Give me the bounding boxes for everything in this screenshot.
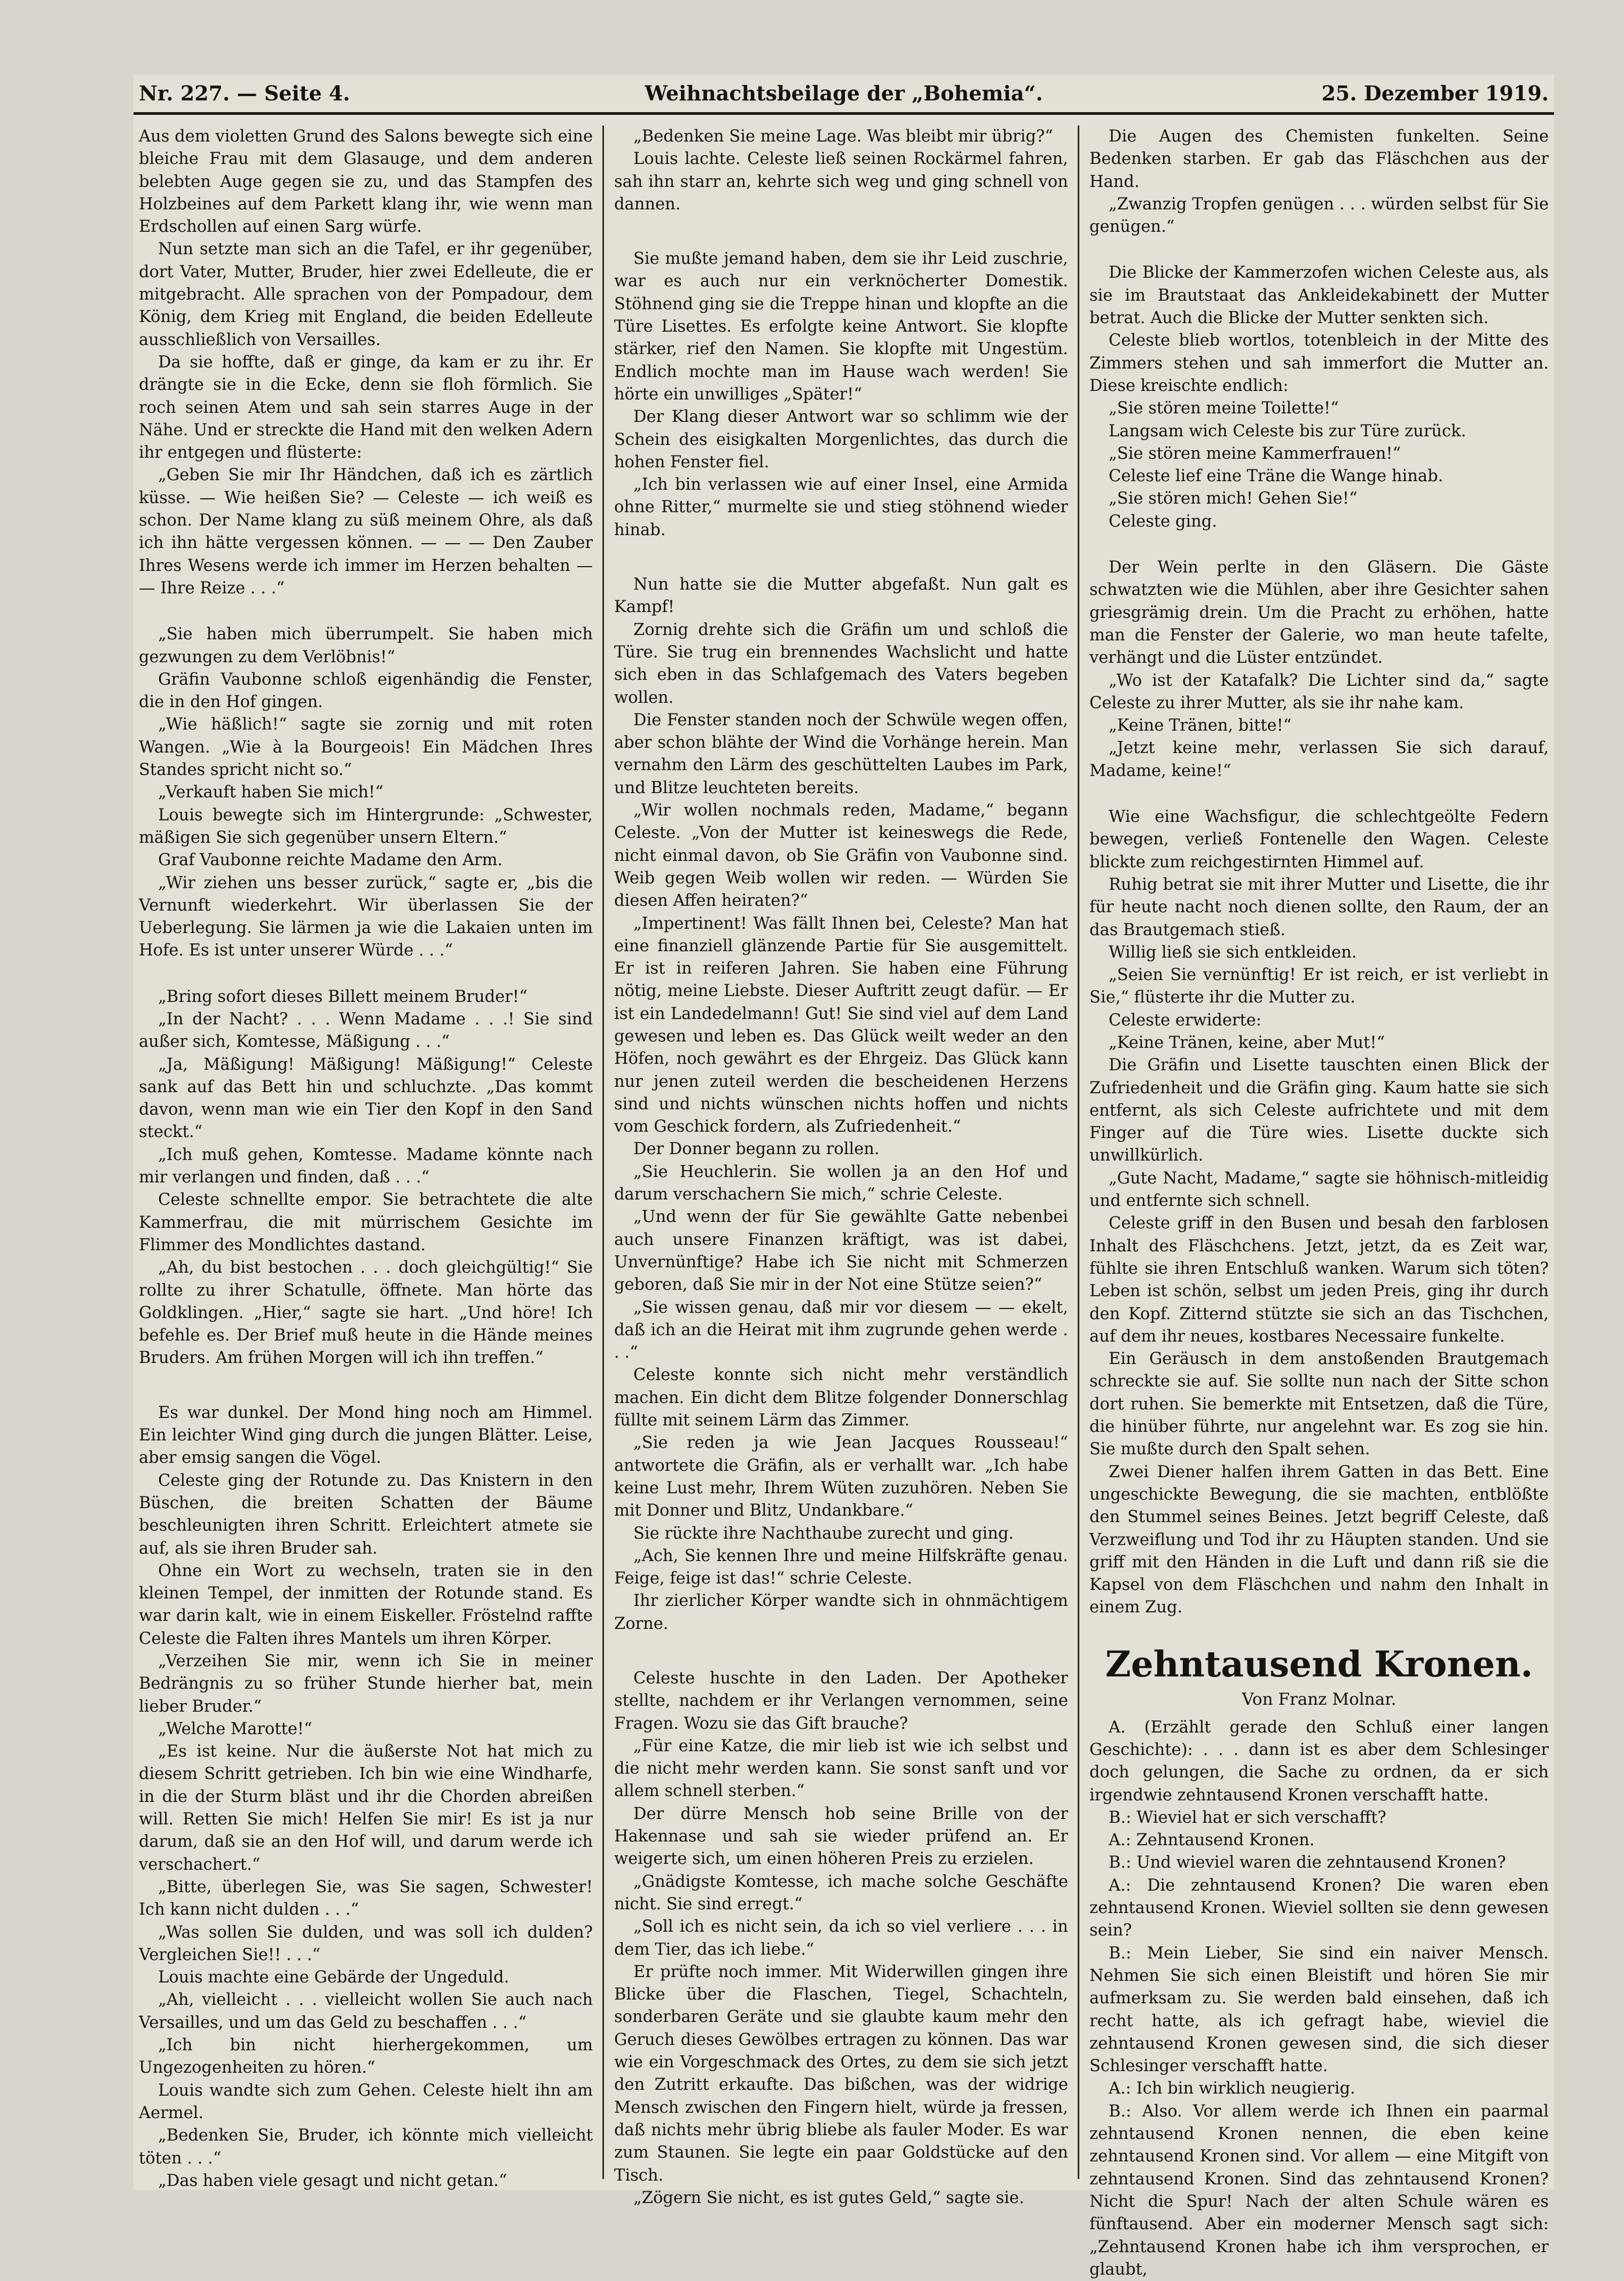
paragraph: Celeste konnte sich nicht mehr verständlich machen. Ein dicht dem Blitze folgender Donnerschlag füllte mit seinem Lärm das Zimmer. (614, 1366, 1068, 1430)
issue-date: 25. Dezember 1919. (1321, 81, 1549, 105)
paragraph: Celeste ging. (1109, 512, 1217, 531)
dialogue-line: B.: Also. Vor allem werde ich Ihnen ein paarmal zehntausend Kronen nennen, die eben keine zehntausend Kronen sind. Vor allem — eine Mitgift von zehntausend Kronen. Sind das zehntausend Kronen? Nicht die Spur! Nach der alten Schule wären es fünftausend. Aber ein moderner Mensch sagt sich: „Zehntausend Kronen habe ich ihm versprochen, er glaubt, (1089, 2102, 1549, 2279)
paragraph: Louis wandte sich zum Gehen. Celeste hielt ihn am Aermel. (139, 2081, 593, 2122)
issue-number: Nr. 227. — Seite 4. (139, 81, 350, 105)
paragraph: „Sie wissen genau, daß mir vor diesem — — ekelt, daß ich an die Heirat mit ihm zugrunde gehen werde . . .“ (614, 1298, 1068, 1362)
paragraph: Er prüfte noch immer. Mit Widerwillen gingen ihre Blicke über die Flaschen, Tiegel, Schachteln, sonderbaren Geräte und sie glaubte kaum mehr den Geruch dieses Gewölbes ertragen zu können. Das war wie ein Vorgeschmack des Ortes, zu dem sie sich jetzt den Zutritt erkaufte. Das bißchen, was der widrige Mensch zwischen den Fingern hielt, würde ja fressen, daß nichts mehr übrig bliebe als fauler Moder. Es war zum Staunen. Sie legte ein paar Goldstücke auf den Tisch. (614, 1962, 1068, 2185)
paragraph: „Bedenken Sie, Bruder, ich könnte mich vielleicht töten . . .“ (139, 2126, 593, 2168)
paragraph: „Ah, vielleicht . . . vielleicht wollen Sie auch nach Versailles, und um das Geld zu beschaffen . . .“ (139, 1990, 593, 2032)
paragraph: Celeste blieb wortlos, totenbleich in der Mitte des Zimmers stehen und sah immerfort die Mutter an. Diese kreischte endlich: (1089, 331, 1549, 395)
paragraph: Aus dem violetten Grund des Salons bewegte sich eine bleiche Frau mit dem Glasauge, und dem anderen belebten Auge gegen sie zu, und das Stampfen des Holzbeines auf dem Parkett klang ihr, wie wenn man Erdschollen auf einen Sarg würfe. (139, 127, 593, 237)
paragraph: „Es ist keine. Nur die äußerste Not hat mich zu diesem Schritt getrieben. Ich bin wie eine Windharfe, in die der Sturm bläst und ihr die Chorden abreißen will. Retten Sie mich! Helfen Sie mir! Es ist ja nur darum, daß sie an den Hof will, und darum werde ich verschachert.“ (139, 1742, 593, 1874)
paragraph: Zornig drehte sich die Gräfin um und schloß die Türe. Sie trug ein brennendes Wachslicht und hatte sich eben in das Schlafgemach des Vaters begeben wollen. (614, 620, 1068, 707)
paragraph: Celeste erwiderte: (1109, 1010, 1262, 1030)
dialogue-line: B.: Und wieviel waren die zehntausend Kronen? (1109, 1853, 1506, 1872)
paragraph: „Ah, du bist bestochen . . . doch gleichgültig!“ Sie rollte zu ihrer Schatulle, öffnete. Man hörte das Goldklingen. „Hier,“ sagte sie hart. „Und höre! Ich befehle es. Der Brief muß heute in die Hände meines Bruders. Am frühen Morgen will ich ihn treffen.“ (139, 1258, 593, 1368)
paragraph: Celeste huschte in den Laden. Der Apotheker stellte, nachdem er ihr Verlangen vernommen, seine Fragen. Wozu sie das Gift brauche? (614, 1669, 1068, 1733)
dialogue-line: A. (Erzählt gerade den Schluß einer langen Geschichte): . . . dann ist es aber dem Schlesinger doch gelungen, die Sache zu ordnen, da er sich irgendwie zehntausend Kronen verschafft hatte. (1089, 1718, 1549, 1805)
paragraph: „Sie Heuchlerin. Sie wollen ja an den Hof und darum verschachern Sie mich,“ schrie Celeste. (614, 1162, 1068, 1204)
paragraph: Celeste ging der Rotunde zu. Das Knistern in den Büschen, die breiten Schatten der Bäume beschleunigten ihren Schritt. Erleichtert atmete sie auf, als sie ihren Bruder sah. (139, 1471, 593, 1558)
paragraph: Langsam wich Celeste bis zur Türe zurück. (1109, 421, 1466, 441)
paragraph: Die Blicke der Kammerzofen wichen Celeste aus, als sie im Brautstaat das Ankleidekabinett der Mutter betrat. Auch die Blicke der Mutter senkten sich. (1089, 263, 1549, 328)
paragraph: Celeste griff in den Busen und besah den farblosen Inhalt des Fläschchens. Jetzt, jetzt, da es Zeit war, fühlte sie ihren Entschluß wanken. Warum sich töten? Leben ist schön, selbst um jeden Preis, ging ihr durch den Kopf. Zitternd stützte sie sich an das Tischchen, auf dem ihr neues, kostbares Necessaire funkelte. (1089, 1214, 1549, 1346)
paragraph: Nun hatte sie die Mutter abgefaßt. Nun galt es Kampf! (614, 575, 1068, 617)
paragraph: Louis bewegte sich im Hintergrunde: „Schwester, mäßigen Sie sich gegenüber unsern Eltern.“ (139, 805, 593, 847)
paragraph: Nun setzte man sich an die Tafel, er ihr gegenüber, dort Vater, Mutter, Bruder, hier zwei Edelleute, die er mitgebracht. Alle sprachen von der Pompadour, dem König, dem Krieg mit England, die beiden Edelleute ausschließlich von Versailles. (139, 240, 593, 349)
column-rule (1078, 126, 1079, 2179)
paragraph: „Keine Tränen, keine, aber Mut!“ (1109, 1033, 1385, 1052)
paragraph: „Bring sofort dieses Billett meinem Bruder!“ (158, 987, 528, 1006)
paragraph: „Sie stören meine Toilette!“ (1109, 399, 1339, 418)
newspaper-page (134, 75, 1554, 2279)
paragraph: Der Donner begann zu rollen. (633, 1140, 880, 1159)
paragraph: Willig ließ sie sich entkleiden. (1109, 943, 1357, 962)
dialogue-line: A.: Die zehntausend Kronen? Die waren eben zehntausend Kronen. Wieviel sollten sie denn gewesen sein? (1089, 1876, 1549, 1940)
paragraph: „Das haben viele gesagt und nicht getan.“ (158, 2171, 507, 2190)
paragraph: „Zögern Sie nicht, es ist gutes Geld,“ sagte sie. (633, 2188, 1024, 2207)
paragraph: „Ja, Mäßigung! Mäßigung! Mäßigung!“ Celeste sank auf das Bett hin und schluchzte. „Das kommt davon, wenn man wie ein Tier den Kopf in den Sand steckt.“ (139, 1055, 593, 1142)
dialogue-line: B.: Mein Lieber, Sie sind ein naiver Mensch. Nehmen Sie sich einen Bleistift und hören Sie mir aufmerksam zu. Sie werden bald einsehen, daß ich recht hatte, als ich gefragt habe, wieviel die zehntausend Kronen gewesen sind, die sich dieser Schlesinger verschafft hatte. (1089, 1943, 1549, 2076)
paragraph: „Sie stören mich! Gehen Sie!“ (1109, 489, 1358, 508)
paragraph: „Verkauft haben Sie mich!“ (158, 783, 383, 802)
paragraph: Louis lachte. Celeste ließ seinen Rockärmel fahren, sah ihn starr an, kehrte sich weg und ging schnell von dannen. (614, 150, 1068, 214)
paragraph: „Ich bin nicht hierhergekommen, um Ungezogenheiten zu hören.“ (139, 2036, 593, 2078)
paragraph: Da sie hoffte, daß er ginge, da kam er zu ihr. Er drängte sie in die Ecke, denn sie floh förmlich. Sie roch seinen Atem und sah sein starres Auge in der Nähe. Und er streckte die Hand mit den welken Adern ihr entgegen und flüsterte: (139, 352, 593, 463)
paragraph: „Ach, Sie kennen Ihre und meine Hilfskräfte genau. Feige, feige ist das!“ schrie Celeste. (614, 1546, 1068, 1588)
paragraph: Ihr zierlicher Körper wandte sich in ohnmächtigem Zorne. (614, 1592, 1068, 1633)
column-1 (139, 126, 593, 2190)
paragraph: Die Fenster standen noch der Schwüle wegen offen, aber schon blähte der Wind die Vorhänge herein. Man vernahm den Lärm des geschüttelten Laubes im Park, und Blitze leuchteten bereits. (614, 710, 1068, 797)
paragraph: Gräfin Vaubonne schloß eigenhändig die Fenster, die in den Hof gingen. (139, 670, 593, 712)
paragraph: „Sie haben mich überrumpelt. Sie haben mich gezwungen zu dem Verlöbnis!“ (139, 625, 593, 667)
page-header (134, 75, 1554, 115)
paragraph: Die Augen des Chemisten funkelten. Seine Bedenken starben. Er gab das Fläschchen aus der Hand. (1089, 127, 1549, 191)
paragraph: Die Gräfin und Lisette tauschten einen Blick der Zufriedenheit und die Gräfin ging. Kaum hatte sie sich entfernt, als sich Celeste aufrichtete und mit dem Finger auf die Türe wies. Lisette duckte sich unwillkürlich. (1089, 1056, 1549, 1165)
paragraph: „Wie häßlich!“ sagte sie zornig und mit roten Wangen. „Wie à la Bourgeois! Ein Mädchen Ihres Standes spricht nicht so.“ (139, 715, 593, 780)
paragraph: „Bedenken Sie meine Lage. Was bleibt mir übrig?“ (633, 127, 1053, 146)
paragraph: Es war dunkel. Der Mond hing noch am Himmel. Ein leichter Wind ging durch die jungen Blätter. Leise, aber emsig sangen die Vögel. (139, 1403, 593, 1468)
paragraph: Wie eine Wachsfigur, die schlechtgeölte Federn bewegen, verließ Fontenelle den Wagen. Celeste blickte zum reichgestirnten Himmel auf. (1089, 808, 1549, 872)
paragraph: „Für eine Katze, die mir lieb ist wie ich selbst und die nicht mehr werden kann. Sie sonst sanft und vor allem schnell sterben.“ (614, 1736, 1068, 1801)
article-title: Zehntausend Kronen. (1105, 1643, 1533, 1685)
dialogue-line: B.: Wieviel hat er sich verschafft? (1109, 1808, 1386, 1827)
dialogue-line: A.: Ich bin wirklich neugierig. (1109, 2079, 1355, 2098)
paragraph: Ein Geräusch in dem anstoßenden Brautgemach schreckte sie auf. Sie sollte nun nach der Sitte schon dort ruhen. Sie bemerkte mit Entsetzen, daß die Türe, die hinüber führte, nur angelehnt war. Es zog sie hin. Sie mußte durch den Spalt sehen. (1089, 1350, 1549, 1459)
paragraph: Celeste lief eine Träne die Wange hinab. (1109, 467, 1443, 486)
paragraph: Der Klang dieser Antwort war so schlimm wie der Schein des eisigkalten Morgenlichtes, das durch die hohen Fenster fiel. (614, 407, 1068, 472)
paragraph: „Ich muß gehen, Komtesse. Madame könnte nach mir verlangen und finden, daß . . .“ (139, 1145, 593, 1187)
column-3 (1089, 126, 1549, 2279)
dialogue-line: A.: Zehntausend Kronen. (1109, 1831, 1315, 1850)
paragraph: Sie rückte ihre Nachthaube zurecht und ging. (633, 1524, 1014, 1543)
paragraph: Zwei Diener halfen ihrem Gatten in das Bett. Eine ungeschickte Bewegung, die sie machten, entblößte den Stummel seines Beines. Jetzt begriff Celeste, daß Verzweiflung und Tod ihr zu Häupten standen. Und sie griff mit den Händen in die Luft und dann riß sie die Kapsel von dem Fläschchen und nahm den Inhalt in einem Zug. (1089, 1462, 1549, 1617)
paragraph: „Ich bin verlassen wie auf einer Insel, eine Armida ohne Ritter,“ murmelte sie und stieg stöhnend wieder hinab. (614, 475, 1068, 539)
paragraph: „In der Nacht? . . . Wenn Madame . . .! Sie sind außer sich, Komtesse, Mäßigung . . .“ (139, 1009, 593, 1052)
column-rule (602, 126, 604, 2179)
supplement-title: Weihnachtsbeilage der „Bohemia“. (645, 81, 1043, 105)
paragraph: „Impertinent! Was fällt Ihnen bei, Celeste? Man hat eine finanziell glänzende Partie für Sie ausgemittelt. Er ist in reiferen Jahren. Sie haben eine Führung nötig, meine Liebste. Dieser Auftritt zeugt dafür. — Er ist ein Landedelmann! Gut! Sie sind viel auf dem Land gewesen und leben es. Das Glück weilt weder an den Höfen, noch gewährt es der Ehrgeiz. Das Glück kann nur jenen zuteil werden die bescheidenen Herzens sind und nichts wünschen nichts hoffen und nichts vom Geschick fordern, als Zufriedenheit.“ (614, 914, 1068, 1136)
paragraph: Der Wein perlte in den Gläsern. Die Gäste schwatzten wie die Mühlen, aber ihre Gesichter sahen griesgrämig drein. Um die Pracht zu erhöhen, hatte man die Fenster der Galerie, wo man heute tafelte, verhängt und die Lüster entzündet. (1089, 558, 1549, 668)
column-2 (614, 126, 1068, 2207)
paragraph: Celeste schnellte empor. Sie betrachtete die alte Kammerfrau, die mit mürrischem Gesichte im Flimmer des Mondlichtes dastand. (139, 1190, 593, 1255)
paragraph: „Keine Tränen, bitte!“ (1109, 716, 1292, 735)
paragraph: „Wo ist der Katafalk? Die Lichter sind da,“ sagte Celeste zu ihrer Mutter, als sie ihr nahe kam. (1089, 671, 1549, 712)
paragraph: „Seien Sie vernünftig! Er ist reich, er ist verliebt in Sie,“ flüsterte ihr die Mutter zu. (1089, 966, 1549, 1007)
paragraph: Louis machte eine Gebärde der Ungeduld. (158, 1968, 509, 1987)
paragraph: „Verzeihen Sie mir, wenn ich Sie in meiner Bedrängnis zu so früher Stunde hierher bat, mein lieber Bruder.“ (139, 1652, 593, 1716)
paragraph: Sie mußte jemand haben, dem sie ihr Leid zuschrie, war es auch nur ein verknöcherter Domestik. Stöhnend ging sie die Treppe hinan und klopfte an die Türe Lisettes. Es erfolgte keine Antwort. Sie klopfte stärker, rief den Namen. Sie klopfte mit Ungestüm. Endlich mochte man im Hause wach werden! Sie hörte ein unwilliges „Später!“ (614, 249, 1068, 404)
paragraph: „Und wenn der für Sie gewählte Gatte nebenbei auch unsere Finanzen kräftigt, was ist dabei, Unvernünftige? Habe ich Sie nicht mit Schmerzen geboren, daß Sie mir in der Not eine Stütze seien?“ (614, 1208, 1068, 1295)
paragraph: „Wir ziehen uns besser zurück,“ sagte er, „bis die Vernunft wiederkehrt. Wir überlassen Sie der Ueberlegung. Sie lärmen ja wie die Lakaien unten im Hofe. Es ist unter unserer Würde . . .“ (139, 873, 593, 960)
paragraph: Der dürre Mensch hob seine Brille von der Hakennase und sah sie wieder prüfend an. Er weigerte sich, um einen höheren Preis zu erzielen. (614, 1804, 1068, 1869)
paragraph: „Geben Sie mir Ihr Händchen, daß ich es zärtlich küsse. — Wie heißen Sie? — Celeste — ich weiß es schon. Der Name klang zu süß meinem Ohre, als daß ich ihn hätte vergessen können. — — — Den Zauber Ihres Wesens werde ich immer im Herzen behalten — — Ihre Reize . . .“ (139, 466, 593, 598)
paragraph: Ruhig betrat sie mit ihrer Mutter und Lisette, die ihr für heute nacht noch dienen sollte, den Raum, der an das Brautgemach stieß. (1089, 875, 1549, 939)
paragraph: „Bitte, überlegen Sie, was Sie sagen, Schwester! Ich kann nicht dulden . . .“ (139, 1877, 593, 1919)
paragraph: „Sie stören meine Kammerfrauen!“ (1109, 444, 1401, 463)
paragraph: „Welche Marotte!“ (158, 1719, 312, 1738)
paragraph: „Wir wollen nochmals reden, Madame,“ begann Celeste. „Von der Mutter ist keineswegs die Rede, nicht einmal davon, ob Sie Gräfin von Vaubonne sind. Weib gegen Weib wollen wir reden. — Würden Sie diesen Affen heiraten?“ (614, 801, 1068, 911)
paragraph: „Gnädigste Komtesse, ich mache solche Geschäfte nicht. Sie sind erregt.“ (614, 1872, 1068, 1914)
paragraph: Graf Vaubonne reichte Madame den Arm. (158, 851, 503, 870)
paragraph: „Gute Nacht, Madame,“ sagte sie höhnisch-mitleidig und entfernte sich schnell. (1089, 1169, 1549, 1211)
paragraph: Ohne ein Wort zu wechseln, traten sie in den kleinen Tempel, der inmitten der Rotunde stand. Es war darin kalt, wie in einem Eiskeller. Fröstelnd raffte Celeste die Falten ihres Mantels um ihren Körper. (139, 1561, 593, 1648)
article-author: Von Franz Molnar. (1242, 1689, 1397, 1709)
paragraph: „Zwanzig Tropfen genügen . . . würden selbst für Sie genügen.“ (1089, 194, 1549, 237)
paragraph: „Was sollen Sie dulden, und was soll ich dulden? Vergleichen Sie!! . . .“ (139, 1923, 593, 1964)
paragraph: „Sie reden ja wie Jean Jacques Rousseau!“ antwortete die Gräfin, als er verhallt war. „Ich habe keine Lust mehr, Ihrem Wüten zuzuhören. Neben Sie mit Donner und Blitz, Undankbare.“ (614, 1433, 1068, 1520)
paragraph: „Soll ich es nicht sein, da ich so viel verliere . . . in dem Tier, das ich liebe.“ (614, 1917, 1068, 1959)
paragraph: „Jetzt keine mehr, verlassen Sie sich darauf, Madame, keine!“ (1089, 739, 1549, 780)
